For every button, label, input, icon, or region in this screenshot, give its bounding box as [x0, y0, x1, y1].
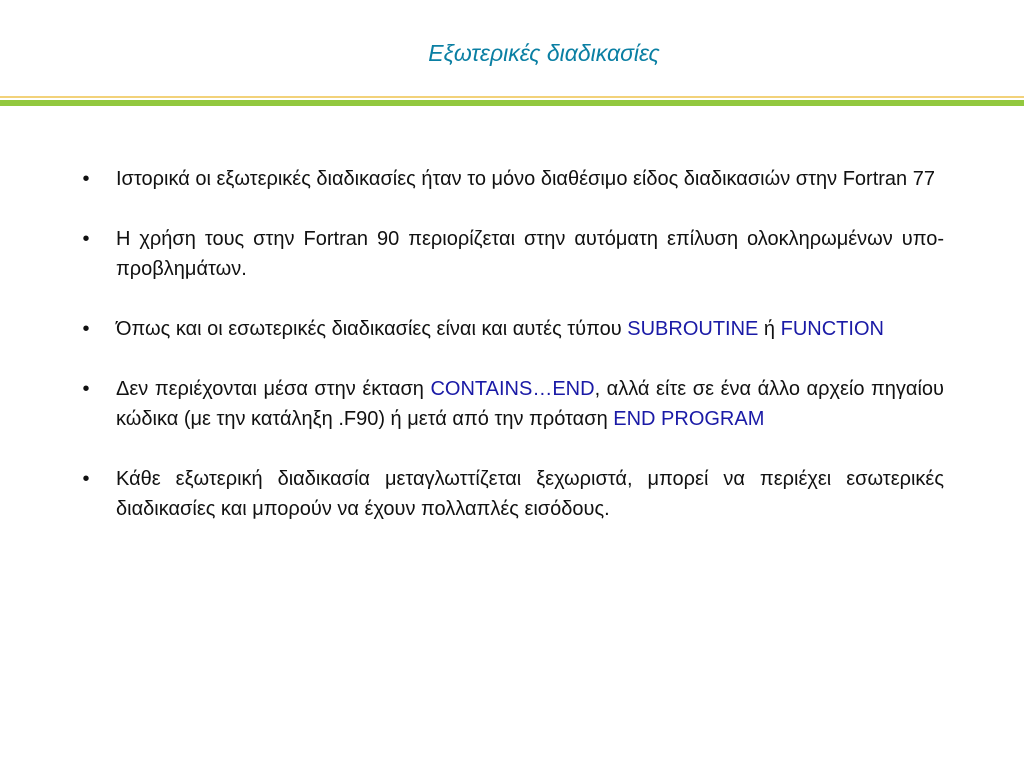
bullet-list: [0, 164, 1024, 554]
divider-thin: [0, 96, 1024, 98]
bullet-text: , αλλά είτε σε ένα άλλο αρχείο πηγαίου κώδικα (με την κατάληξη .F90) ή μετά από την πρόταση: [116, 378, 944, 430]
bullet-icon: •: [82, 318, 90, 340]
bullet-item: [82, 314, 944, 344]
bullet-text: Όπως και οι εσωτερικές διαδικασίες είναι και αυτές τύπου: [116, 318, 628, 340]
bullet-item: [82, 224, 944, 284]
bullet-text: Η χρήση τους στην Fortran 90 περιορίζεται στην αυτόματη επίλυση ολοκληρωμένων υπο-προβλημάτων.: [116, 228, 944, 280]
keyword-end-program: END PROGRAM: [613, 408, 765, 430]
keyword-function: FUNCTION: [780, 318, 884, 340]
bullet-item: [82, 374, 944, 434]
keyword-subroutine: SUBROUTINE: [627, 318, 759, 340]
bullet-icon: •: [82, 468, 90, 490]
bullet-icon: •: [82, 228, 90, 250]
bullet-icon: •: [82, 168, 90, 190]
bullet-item: [82, 464, 944, 524]
slide-title: Εξωτερικές διαδικασίες: [428, 40, 660, 66]
keyword-contains-end: CONTAINS…END: [430, 378, 595, 400]
bullet-text: ή: [758, 318, 781, 340]
bullet-text: Κάθε εξωτερική διαδικασία μεταγλωττίζεται ξεχωριστά, μπορεί να περιέχει εσωτερικές διαδικασίες και μπορούν να έχουν πολλαπλές εισόδους.: [116, 468, 944, 520]
bullet-item: [82, 164, 944, 194]
divider-thick: [0, 100, 1024, 106]
bullet-text: Δεν περιέχονται μέσα στην έκταση: [116, 378, 431, 400]
bullet-icon: •: [82, 378, 90, 400]
bullet-text: Ιστορικά οι εξωτερικές διαδικασίες ήταν το μόνο διαθέσιμο είδος διαδικασιών στην Fortran 77: [116, 168, 935, 190]
